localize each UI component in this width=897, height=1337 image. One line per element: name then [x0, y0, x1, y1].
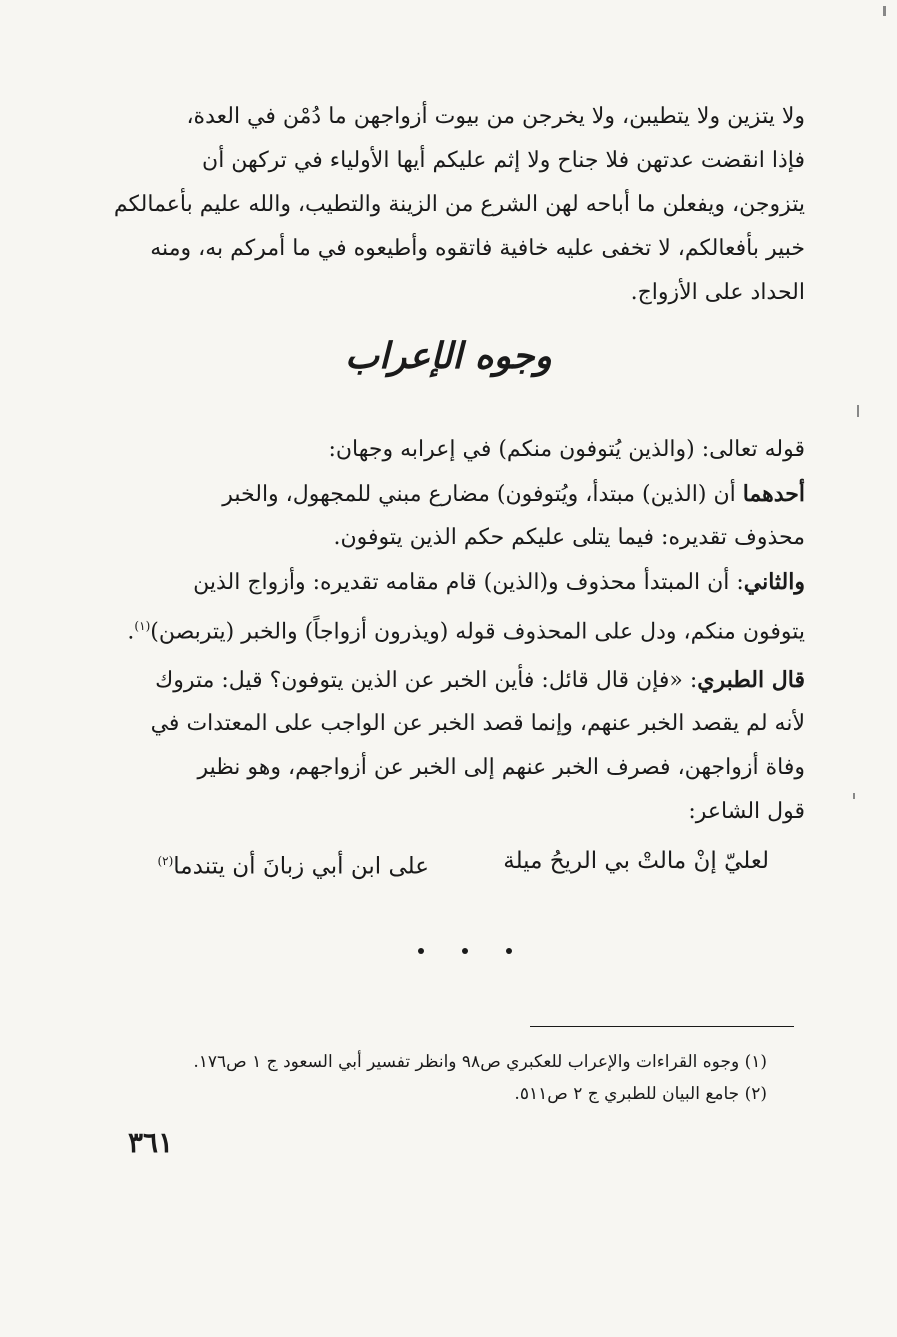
text-line: الحداد على الأزواج.	[630, 280, 805, 305]
text-line: فإذا انقضت عدتهن فلا جناح ولا إثم عليكم أيها الأولياء في تركهن أن	[202, 148, 805, 173]
section-heading: وجوه الإعراب	[345, 335, 552, 377]
separator-dot	[418, 948, 424, 954]
text-line: يتزوجن، ويفعلن ما أباحه لهن الشرع من الزينة والتطيب، والله عليم بأعمالكم	[113, 192, 805, 217]
text-line: ولا يتزين ولا يتطيبن، ولا يخرجن من بيوت أزواجهن ما دُمْن في العدة،	[186, 104, 805, 129]
tabari-label: قال الطبري	[697, 667, 805, 693]
footnote-divider	[530, 1026, 794, 1027]
text-line: خبير بأفعالكم، لا تخفى عليه خافية فاتقوه وأطيعوه في ما أمركم به، ومنه	[150, 236, 805, 261]
text-line: قول الشاعر:	[688, 799, 805, 824]
scan-speck	[857, 405, 859, 417]
text-run: : «فإن قال قائل: فأين الخبر عن الذين يتوفون؟ قيل: متروك	[155, 668, 698, 693]
first-aspect-label: أحدهما	[742, 481, 805, 507]
second-aspect-label: والثاني	[743, 569, 805, 595]
text-line: قوله تعالى: (والذين يُتوفون منكم) في إعرابه وجهان:	[328, 437, 805, 462]
first-parsing-paragraph	[125, 428, 805, 560]
separator-dot	[462, 948, 468, 954]
footnote-ref: (١)	[134, 619, 151, 633]
separator-dot	[506, 948, 512, 954]
text-line: وفاة أزواجهن، فصرف الخبر عنهم إلى الخبر عن أزواجهم، وهو نظير	[197, 755, 805, 780]
page-number: ٣٦١	[128, 1126, 174, 1159]
text-line: لأنه لم يقصد الخبر عنهم، وإنما قصد الخبر عن الواجب على المعتدات في	[150, 711, 805, 736]
verse-first-hemistich: لعليّ إنْ مالتْ بي الريحُ ميلة	[503, 848, 769, 874]
text-line: محذوف تقديره: فيما يتلى عليكم حكم الذين يتوفون.	[333, 525, 805, 550]
tabari-quote-paragraph	[125, 658, 805, 834]
text-run: يتوفون منكم، ودل على المحذوف قوله (ويذرون أزواجاً) والخبر (يتربصن)	[150, 619, 805, 645]
footnote: (٢) جامع البيان للطبري ج ٢ ص٥١١.	[514, 1084, 767, 1104]
text-run: أن (الذين) مبتدأ، ويُتوفون) مضارع مبني للمجهول، والخبر	[222, 482, 743, 507]
text-line	[125, 658, 805, 702]
text-run: على ابن أبي زبانَ أن يتندما	[173, 853, 429, 880]
footnotes	[107, 1046, 767, 1110]
footnote-ref: (٢)	[157, 854, 174, 868]
poetry-verse	[129, 838, 769, 884]
commentary-paragraph	[113, 95, 805, 315]
text-line	[125, 472, 805, 516]
text-line	[125, 604, 805, 648]
footnote: (١) وجوه القراءات والإعراب للعكبري ص٩٨ وانظر تفسير أبي السعود ج ١ ص١٧٦.	[193, 1052, 767, 1072]
text-run: : أن المبتدأ محذوف و(الذين) قام مقامه تقديره: وأزواج الذين	[193, 570, 744, 595]
second-parsing-paragraph	[125, 560, 805, 648]
scan-speck	[853, 793, 855, 799]
text-run: .	[127, 619, 135, 645]
section-separator	[400, 940, 530, 960]
text-line	[125, 560, 805, 604]
verse-second-hemistich	[157, 838, 429, 890]
scan-speck	[883, 6, 886, 16]
